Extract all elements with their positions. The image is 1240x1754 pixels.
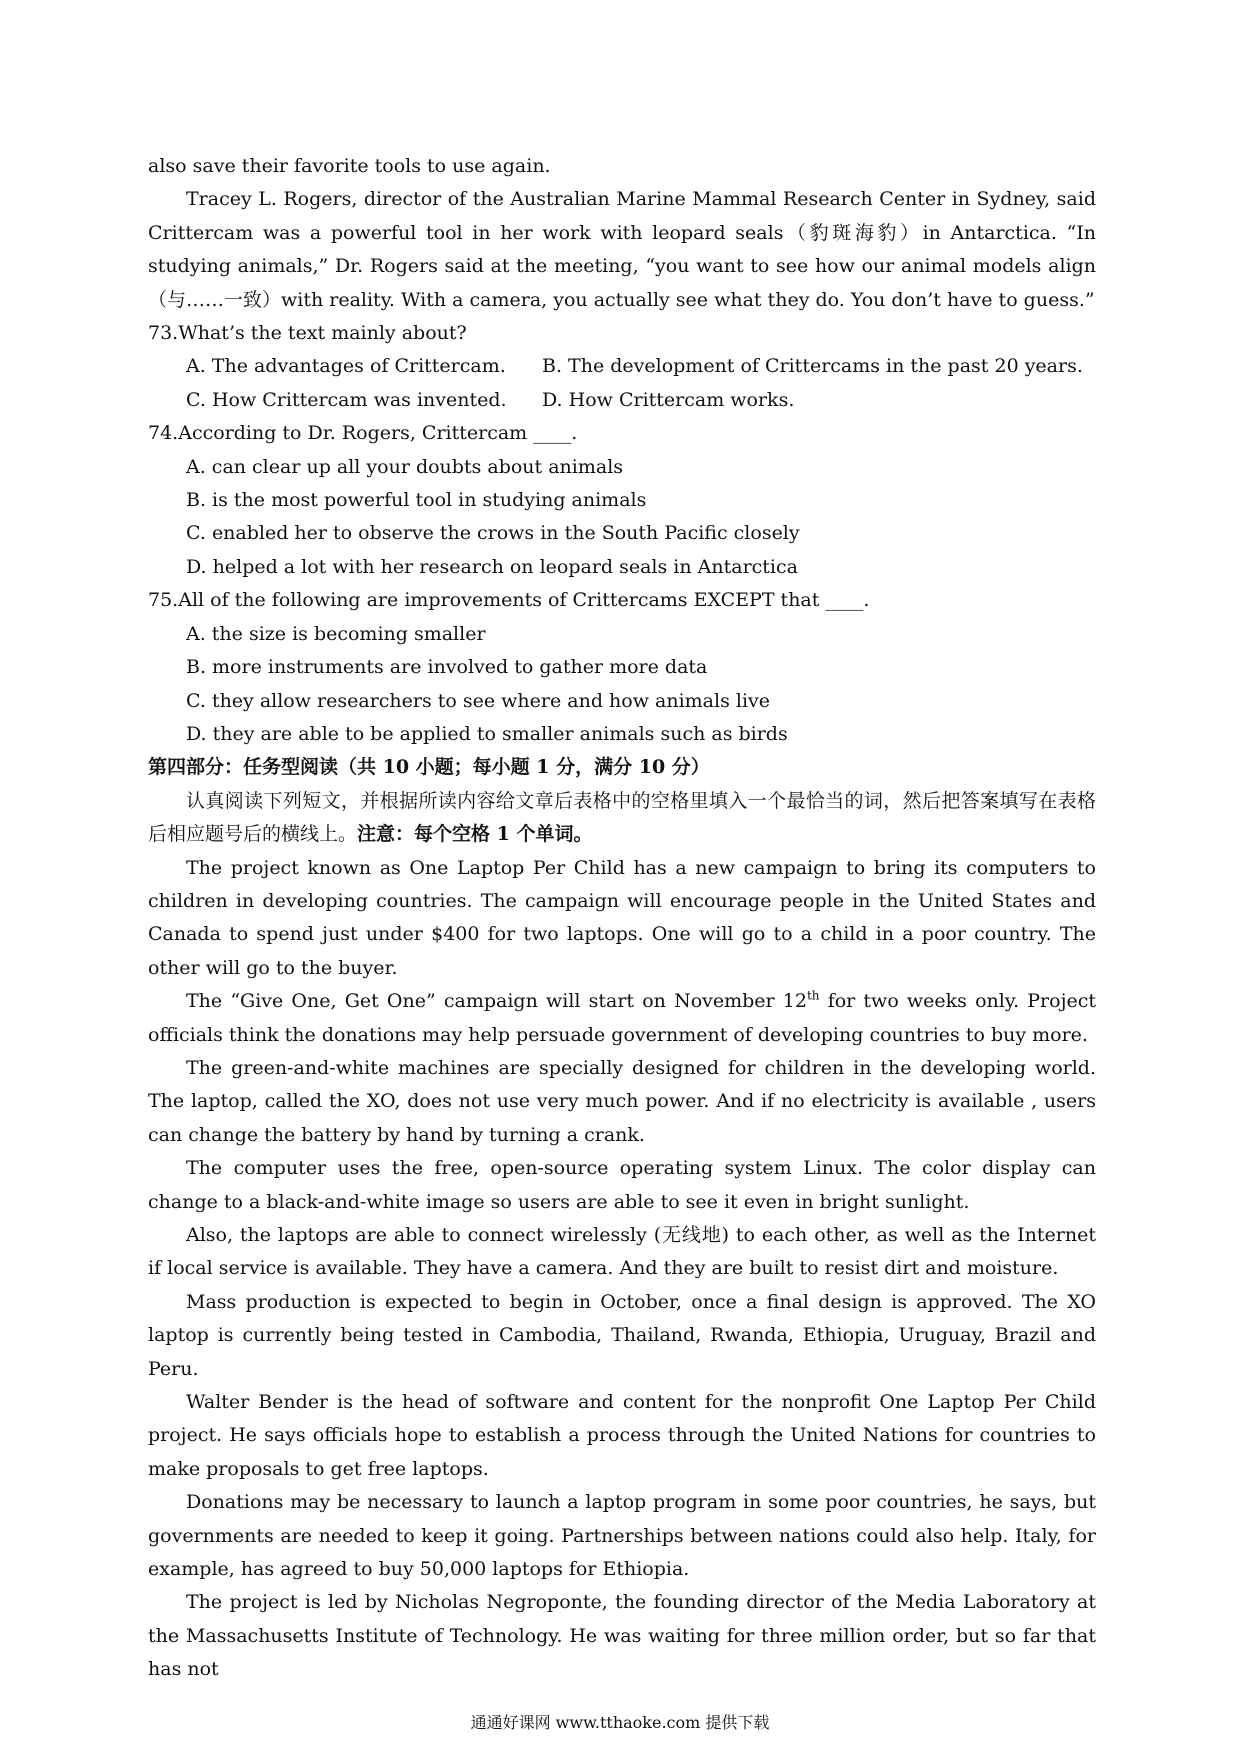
passage-paragraph — [148, 985, 1096, 1052]
option-d: D. helped a lot with her research on leopard seals in Antarctica — [186, 555, 798, 578]
option-a: A. can clear up all your doubts about animals — [186, 455, 624, 478]
paragraph-text: The “Give One, Get One” campaign will start on November 12 — [186, 990, 807, 1013]
passage-paragraph: The project known as One Laptop Per Child has a new campaign to bring its computers to children in developing countries. The campaign will encourage people in the United States and Canada to spend just under $400 for two laptops. One will go to a child in a poor country. The other will go to the buyer. — [148, 856, 1096, 979]
passage-paragraph: The project is led by Nicholas Negroponte, the founding director of the Media Laboratory at the Massachusetts Institute of Technology. He was waiting for three million order, but so far that has not — [148, 1591, 1096, 1681]
option-b: B. is the most powerful tool in studying animals — [186, 489, 647, 512]
passage-line: also save their favorite tools to use again. — [148, 155, 551, 177]
passage-paragraph: Tracey L. Rogers, director of the Australian Marine Mammal Research Center in Sydney, said Crittercam was a powerful tool in her work with leopard seals（豹斑海豹）in Antarctica. “In studying animals,” Dr. Rogers said at the meeting, “you want to see how our animal models align（与……一致）with reality. With a camera, you actually see what they do. You don’t have to guess.” — [148, 188, 1096, 311]
option-c: C. How Crittercam was invented. — [186, 388, 507, 411]
question-stem: 73.What’s the text mainly about? — [148, 322, 467, 345]
option-a: A. The advantages of Crittercam. — [186, 355, 506, 378]
question-stem: 75.All of the following are improvements of Crittercams EXCEPT that ____. — [148, 589, 870, 612]
question-stem: 74.According to Dr. Rogers, Crittercam ____. — [148, 422, 578, 445]
question-73 — [148, 317, 1096, 417]
instruction-text: 认真阅读下列短文，并根据所读内容给文章后表格中的空格里填入一个最恰当的词，然后把答案填写在表格后相应题号后的横线上。 — [148, 789, 1096, 846]
option-c: C. they allow researchers to see where and how animals live — [186, 689, 771, 712]
option-b: B. The development of Crittercams in the past 20 years. — [542, 355, 1083, 378]
option-d: D. they are able to be applied to smaller animals such as birds — [186, 722, 788, 745]
superscript: th — [806, 988, 820, 1003]
paragraph-text: for two weeks only. Project officials think the donations may help persuade government of developing countries to buy more. — [148, 990, 1096, 1046]
page-content — [148, 150, 1096, 1687]
section-title: 第四部分：任务型阅读（共 10 小题；每小题 1 分，满分 10 分） — [148, 756, 710, 779]
passage-paragraph: Walter Bender is the head of software and content for the nonprofit One Laptop Per Child project. He says officials hope to establish a process through the United Nations for countries to make proposals to get free laptops. — [148, 1391, 1096, 1480]
section-instruction — [148, 785, 1096, 852]
passage-paragraph: Also, the laptops are able to connect wirelessly (无线地) to each other, as well as the Internet if local service is available. They have a camera. And they are built to resist dirt and moisture. — [148, 1224, 1096, 1280]
option-d: D. How Crittercam works. — [542, 388, 795, 411]
option-c: C. enabled her to observe the crows in the South Pacific closely — [186, 522, 800, 545]
option-b: B. more instruments are involved to gather more data — [186, 656, 708, 679]
question-74 — [148, 417, 1096, 584]
passage-paragraph: Mass production is expected to begin in October, once a final design is approved. The XO laptop is currently being tested in Cambodia, Thailand, Rwanda, Ethiopia, Uruguay, Brazil and Peru. — [148, 1290, 1096, 1380]
passage-paragraph: The green-and-white machines are specially designed for children in the developing world. The laptop, called the XO, does not use very much power. And if no electricity is available , users can change the battery by hand by turning a crank. — [148, 1056, 1096, 1146]
question-75 — [148, 584, 1096, 751]
passage-paragraph: The computer uses the free, open-source operating system Linux. The color display can change to a black-and-white image so users are able to see it even in bright sunlight. — [148, 1157, 1096, 1213]
instruction-note: 注意：每个空格 1 个单词。 — [357, 823, 593, 846]
passage-paragraph: Donations may be necessary to launch a laptop program in some poor countries, he says, but governments are needed to keep it going. Partnerships between nations could also help. Italy, for example, has agreed to buy 50,000 laptops for Ethiopia. — [148, 1491, 1096, 1581]
option-a: A. the size is becoming smaller — [186, 622, 486, 645]
page-footer: 通通好课网 www.tthaoke.com 提供下载 — [470, 1713, 770, 1732]
